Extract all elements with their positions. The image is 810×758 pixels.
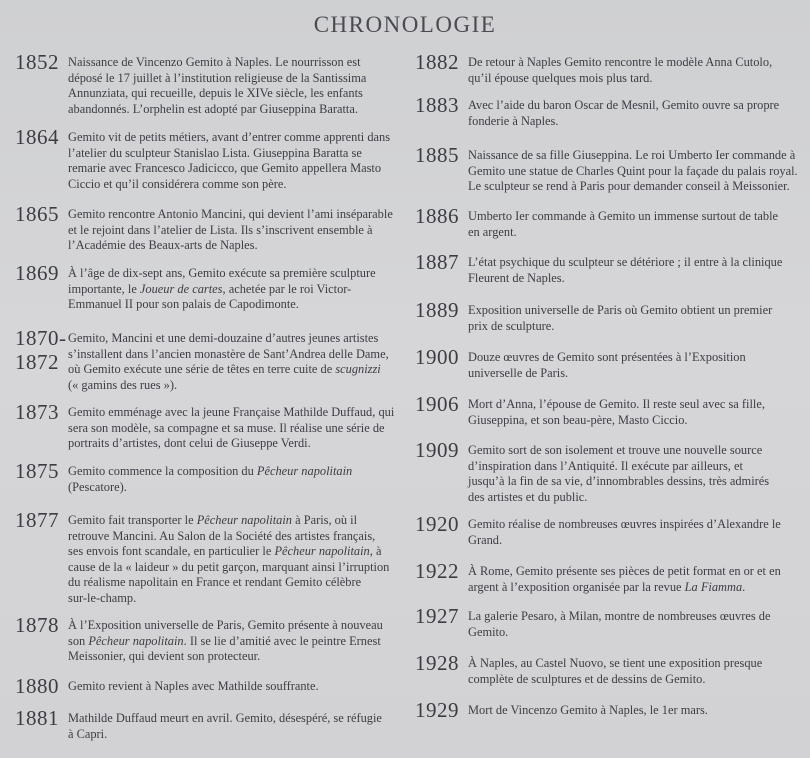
entry-text-line: portraits d’artistes, dont celui de Giuseppe Verdi.: [68, 436, 311, 451]
entry-text: [468, 517, 781, 548]
entry-text-line: Gemito, Mancini et une demi-douzaine d’autres jeunes artistes: [68, 331, 379, 345]
entry-text-line: jusqu’à la fin de sa vie, d’innombrables dessins, très admirés: [468, 474, 770, 489]
entry-text-line: À l’âge de dix-sept ans, Gemito exécute sa première sculpture: [68, 266, 376, 280]
entry-text-line: argent à l’exposition organisée par la revue La Fiamma.: [468, 579, 746, 594]
entry-text: [68, 130, 390, 192]
entry-text: [68, 711, 382, 742]
entry-year: 1875: [15, 459, 59, 483]
entry-text-line: Douze œuvres de Gemito sont présentées à l’Exposition: [468, 350, 746, 364]
entry-text: [468, 656, 762, 687]
entry-text-line: en argent.: [468, 224, 517, 239]
entry-text-line: Annunziata, qui recueille, depuis le XIVe siècle, les enfants: [68, 86, 363, 101]
entry-text-line: Gemito sort de son isolement et trouve une nouvelle source: [468, 443, 763, 457]
entry-text: [468, 609, 770, 640]
entry-text: [468, 148, 798, 195]
entry-text: [468, 255, 782, 286]
entry-year: 1920: [415, 512, 459, 536]
entry-year: 1864: [15, 125, 59, 149]
entry-text: [68, 55, 366, 117]
entry-text-line: Emmanuel II pour son palais de Capodimonte.: [68, 297, 299, 312]
entry-text-line: Avec l’aide du baron Oscar de Mesnil, Gemito ouvre sa propre: [468, 98, 780, 112]
entry-text-line: Gemito revient à Naples avec Mathilde souffrante.: [68, 679, 319, 693]
entry-year: 1889: [415, 298, 459, 322]
entry-year: 1852: [15, 50, 59, 74]
entry-text: [468, 443, 769, 505]
entry-year: 1878: [15, 613, 59, 637]
entry-year: 1873: [15, 400, 59, 424]
entry-year: 1882: [415, 50, 459, 74]
page-title: CHRONOLOGIE: [313, 12, 497, 37]
entry-text: [68, 405, 394, 452]
entry-text-line: À Rome, Gemito présente ses pièces de petit format en or et en: [468, 564, 781, 578]
entry-text-line: importante, le Joueur de cartes, achetée par le roi Victor-: [68, 281, 352, 296]
entry-text-line: Naissance de Vincenzo Gemito à Naples. Le nourrisson est: [68, 55, 361, 69]
entry-text-line: (Pescatore).: [68, 479, 127, 494]
entry-text: [468, 397, 765, 428]
entry-text-line: (« gamins des rues »).: [68, 377, 178, 392]
entry-text: [468, 209, 778, 240]
entry-text-line: Fleurent de Naples.: [468, 270, 565, 285]
entry-year: 1909: [415, 438, 459, 462]
entry-text: [68, 679, 319, 695]
entry-text: [468, 303, 772, 334]
entry-text-line: De retour à Naples Gemito rencontre le modèle Anna Cutolo,: [468, 55, 773, 69]
entry-year-end: 1872: [15, 350, 59, 374]
entry-year: 1927: [415, 604, 459, 628]
entry-text: [68, 207, 393, 254]
entry-text: [468, 703, 708, 719]
entry-text-line: À l’Exposition universelle de Paris, Gemito présente à nouveau: [68, 618, 383, 632]
entry-year: 1881: [15, 706, 59, 730]
entry-text-line: Le sculpteur se rend à Paris pour demander conseil à Meissonier.: [468, 179, 790, 194]
entry-text: [68, 464, 352, 495]
entry-text: [468, 98, 779, 129]
entry-text-line: remarie avec Francesco Jadicicco, que Gemito appellera Masto: [68, 161, 382, 176]
entry-year: 1922: [415, 559, 459, 583]
entry-text: [468, 350, 746, 381]
entry-text-line: Gemito une statue de Charles Quint pour la façade du palais royal.: [468, 163, 798, 178]
entry-text-line: d’inspiration dans l’Antiquité. Il exécute par ailleurs, et: [468, 458, 743, 473]
entry-text-line: complète de sculptures et de dessins de Gemito.: [468, 671, 706, 686]
entry-text-line: prix de sculpture.: [468, 318, 555, 333]
entry-text-line: Grand.: [468, 532, 503, 547]
entry-text-line: à Capri.: [68, 726, 108, 741]
entry-text-line: abandonnés. L’orphelin est adopté par Giuseppina Baratta.: [68, 101, 358, 116]
entry-text-line: qu’il épouse quelques mois plus tard.: [468, 70, 653, 85]
entry-text-line: Exposition universelle de Paris où Gemito obtient un premier: [468, 303, 773, 317]
entry-text-line: L’état psychique du sculpteur se détériore ; il entre à la clinique: [468, 255, 783, 269]
entry-year: 1887: [415, 250, 459, 274]
entry-text-line: Gemito commence la composition du Pêcheur napolitain: [68, 464, 353, 478]
entry-year: 1900: [415, 345, 459, 369]
entry-text-line: Mort d’Anna, l’épouse de Gemito. Il reste seul avec sa fille,: [468, 397, 765, 411]
entry-text-line: fonderie à Naples.: [468, 113, 559, 128]
entry-text-line: l’Académie des Beaux-arts de Naples.: [68, 238, 258, 253]
entry-year: 1886: [415, 204, 459, 228]
entry-text-line: Gemito réalise de nombreuses œuvres inspirées d’Alexandre le: [468, 517, 781, 531]
entry-year: 1928: [415, 651, 459, 675]
entry-text-line: La galerie Pesaro, à Milan, montre de nombreuses œuvres de: [468, 609, 771, 623]
entry-year: 1877: [15, 508, 59, 532]
entry-year: 1865: [15, 202, 59, 226]
entry-text-line: Ciccio et qu’il considérera comme son père.: [68, 176, 287, 191]
entry-text: [468, 564, 781, 595]
entry-text-line: Gemito.: [468, 624, 509, 639]
entry-text-line: Gemito fait transporter le Pêcheur napolitain à Paris, où il: [68, 513, 358, 527]
entry-text-line: Umberto Ier commande à Gemito un immense surtout de table: [468, 209, 779, 223]
entry-text-line: Mort de Vincenzo Gemito à Naples, le 1er mars.: [468, 703, 708, 717]
entry-text-line: Giuseppina, et son beau-père, Masto Ciccio.: [468, 412, 688, 427]
entry-text-line: du réalisme napolitain en France et rendant Gemito célèbre: [68, 575, 362, 590]
entry-text-line: et le rejoint dans l’atelier de Lista. Ils s’inscrivent ensemble à: [68, 222, 373, 237]
entry-text-line: Gemito rencontre Antonio Mancini, qui devient l’ami inséparable: [68, 207, 393, 221]
entry-text-line: l’atelier du sculpteur Stanislao Lista. Giuseppina Baratta se: [68, 145, 362, 160]
entry-text-line: Gemito vit de petits métiers, avant d’entrer comme apprenti dans: [68, 130, 391, 144]
entry-text-line: s’installent dans l’ancien monastère de Sant’Andrea delle Dame,: [68, 346, 389, 361]
entry-text-line: Naissance de sa fille Giuseppina. Le roi Umberto Ier commande à: [468, 148, 796, 162]
entry-text-line: À Naples, au Castel Nuovo, se tient une exposition presque: [468, 656, 763, 670]
entry-text: [68, 266, 376, 313]
entry-year: 1880: [15, 674, 59, 698]
entry-text-line: cause de la « laideur » du petit garçon, marquant ainsi l’irruption: [68, 559, 390, 574]
entry-year: 1906: [415, 392, 459, 416]
entry-text-line: où Gemito exécute une série de têtes en terre cuite de scugnizzi: [68, 362, 381, 377]
entry-text: [68, 331, 389, 393]
entry-text-line: Mathilde Duffaud meurt en avril. Gemito, désespéré, se réfugie: [68, 711, 382, 725]
entry-text-line: son Pêcheur napolitain. Il se lie d’amitié avec le peintre Ernest: [68, 633, 381, 648]
entry-year: 1870-: [15, 326, 67, 350]
entry-text-line: Gemito emménage avec la jeune Française Mathilde Duffaud, qui: [68, 405, 395, 419]
entry-text-line: retrouve Mancini. Au Salon de la Société des artistes français,: [68, 528, 376, 543]
entry-text: [68, 513, 389, 607]
entry-text-line: ses envois font scandale, en particulier le Pêcheur napolitain, à: [68, 544, 382, 559]
entry-year: 1885: [415, 143, 459, 167]
entry-text: [68, 618, 383, 665]
entry-year: 1869: [15, 261, 59, 285]
entry-year: 1883: [415, 93, 459, 117]
entry-year: 1929: [415, 698, 459, 722]
entry-text-line: sera son modèle, sa compagne et sa muse. Il réalise une série de: [68, 420, 385, 435]
entry-text-line: Meissonier, qui devient son protecteur.: [68, 649, 261, 664]
entry-text-line: déposé le 17 juillet à l’institution religieuse de la Santissima: [68, 70, 367, 85]
entry-text-line: universelle de Paris.: [468, 365, 569, 380]
entry-text-line: sur-le-champ.: [68, 590, 137, 605]
entry-text: [468, 55, 772, 86]
entry-text-line: des artistes et du public.: [468, 489, 588, 504]
